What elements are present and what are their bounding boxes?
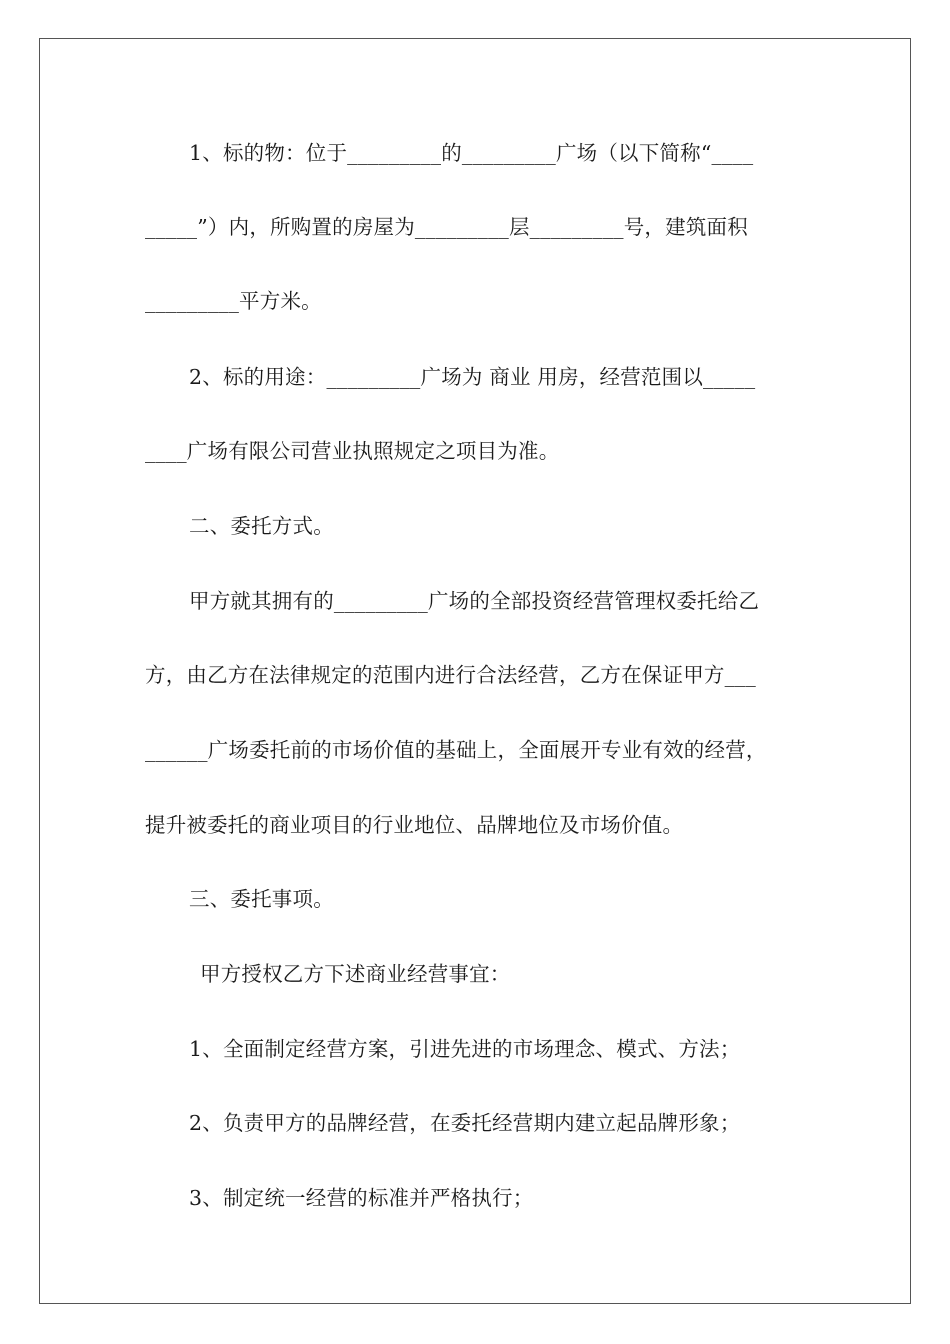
paragraph-line: _____”）内，所购置的房屋为_________层_________号，建筑面积: [145, 215, 748, 239]
paragraph-line: ____广场有限公司营业执照规定之项目为准。: [145, 439, 560, 463]
paragraph-line: ______广场委托前的市场价值的基础上，全面展开专业有效的经营，: [145, 738, 767, 762]
paragraph-line: 2、标的用途：_________广场为 商业 用房，经营范围以_____: [189, 365, 756, 389]
list-item: 2、负责甲方的品牌经营，在委托经营期内建立起品牌形象；: [189, 1111, 741, 1135]
paragraph-line: 甲方就其拥有的_________广场的全部投资经营管理权委托给乙: [189, 589, 760, 613]
list-item: 1、全面制定经营方案，引进先进的市场理念、模式、方法；: [189, 1037, 741, 1061]
section-heading: 三、委托事项。: [189, 887, 334, 911]
list-item: 3、制定统一经营的标准并严格执行；: [189, 1186, 534, 1210]
paragraph-line: 甲方授权乙方下述商业经营事宜：: [200, 962, 511, 986]
paragraph-line: 1、标的物：位于_________的_________广场（以下简称“____: [189, 141, 754, 165]
paragraph-line: _________平方米。: [145, 289, 322, 313]
section-heading: 二、委托方式。: [189, 514, 334, 538]
paragraph-line: 提升被委托的商业项目的行业地位、品牌地位及市场价值。: [145, 813, 684, 837]
paragraph-line: 方，由乙方在法律规定的范围内进行合法经营，乙方在保证甲方___: [145, 663, 756, 687]
